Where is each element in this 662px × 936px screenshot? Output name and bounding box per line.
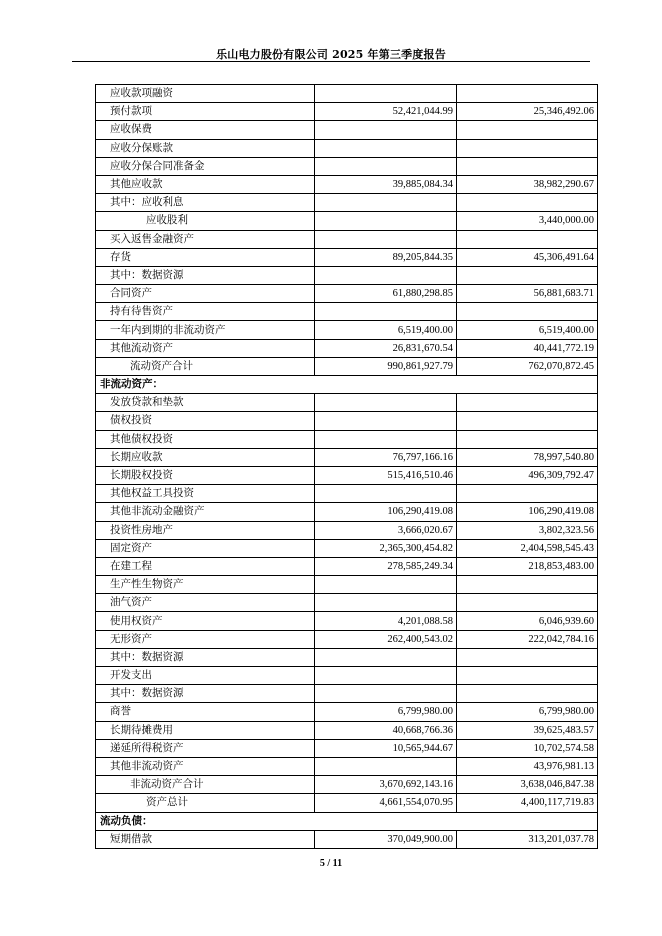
table-row [96,739,598,757]
period-end-value [315,157,457,175]
row-label: 其中：数据资源 [96,648,315,666]
period-end-value [315,85,457,103]
period-end-value [315,303,457,321]
prior-year-end-value [457,85,598,103]
prior-year-end-value: 6,519,400.00 [457,321,598,339]
row-label: 其他权益工具投资 [96,485,315,503]
prior-year-end-value [457,157,598,175]
period-end-value: 370,049,900.00 [315,830,457,848]
table-row [96,576,598,594]
prior-year-end-value: 3,638,046,847.38 [457,776,598,794]
period-end-value: 52,421,044.99 [315,103,457,121]
table-row [96,175,598,193]
table-row [96,521,598,539]
prior-year-end-value: 222,042,784.16 [457,630,598,648]
table-row [96,303,598,321]
prior-year-end-value: 106,290,419.08 [457,503,598,521]
row-label: 商誉 [96,703,315,721]
period-end-value [315,121,457,139]
row-label: 长期应收款 [96,448,315,466]
table-row [96,357,598,375]
table-row [96,121,598,139]
prior-year-end-value [457,412,598,430]
prior-year-end-value [457,266,598,284]
prior-year-end-value: 6,799,980.00 [457,703,598,721]
prior-year-end-value: 3,440,000.00 [457,212,598,230]
period-end-value: 61,880,298.85 [315,285,457,303]
period-end-value: 26,831,670.54 [315,339,457,357]
prior-year-end-value: 10,702,574.58 [457,739,598,757]
row-label: 开发支出 [96,667,315,685]
prior-year-end-value: 218,853,483.00 [457,557,598,575]
period-end-value [315,594,457,612]
row-label: 应收分保合同准备金 [96,157,315,175]
prior-year-end-value: 25,346,492.06 [457,103,598,121]
row-label: 其他流动资产 [96,339,315,357]
prior-year-end-value: 43,976,981.13 [457,757,598,775]
table-row [96,630,598,648]
row-label: 其中：应收利息 [96,194,315,212]
prior-year-end-value [457,139,598,157]
period-end-value [315,230,457,248]
row-label: 其他应收款 [96,175,315,193]
row-label: 合同资产 [96,285,315,303]
period-end-value: 39,885,084.34 [315,175,457,193]
period-end-value: 4,201,088.58 [315,612,457,630]
row-label: 非流动资产合计 [96,776,315,794]
period-end-value: 6,519,400.00 [315,321,457,339]
period-end-value [315,648,457,666]
row-label: 其他非流动资产 [96,757,315,775]
prior-year-end-value [457,303,598,321]
period-end-value: 3,666,020.67 [315,521,457,539]
table-row [96,466,598,484]
table-row [96,721,598,739]
table-row [96,85,598,103]
prior-year-end-value [457,576,598,594]
section-header-row [96,812,598,830]
table-row [96,103,598,121]
page-number: 5 / 11 [319,858,343,869]
row-label: 应收保费 [96,121,315,139]
row-label: 存货 [96,248,315,266]
period-end-value [315,685,457,703]
prior-year-end-value [457,685,598,703]
prior-year-end-value: 4,400,117,719.83 [457,794,598,812]
prior-year-end-value: 3,802,323.56 [457,521,598,539]
period-end-value: 262,400,543.02 [315,630,457,648]
row-label: 其中：数据资源 [96,685,315,703]
prior-year-end-value [457,230,598,248]
period-end-value [315,485,457,503]
row-label: 长期股权投资 [96,466,315,484]
prior-year-end-value: 56,881,683.71 [457,285,598,303]
prior-year-end-value: 496,309,792.47 [457,466,598,484]
table-row [96,703,598,721]
table-row [96,394,598,412]
prior-year-end-value [457,594,598,612]
section-label: 流动负债： [96,812,598,830]
balance-sheet-table [95,84,598,849]
period-end-value: 990,861,927.79 [315,357,457,375]
prior-year-end-value [457,648,598,666]
period-end-value: 40,668,766.36 [315,721,457,739]
row-label: 长期待摊费用 [96,721,315,739]
section-label: 非流动资产： [96,376,598,394]
period-end-value: 3,670,692,143.16 [315,776,457,794]
row-label: 债权投资 [96,412,315,430]
prior-year-end-value: 39,625,483.57 [457,721,598,739]
row-label: 生产性生物资产 [96,576,315,594]
prior-year-end-value: 78,997,540.80 [457,448,598,466]
table-row [96,612,598,630]
row-label: 无形资产 [96,630,315,648]
row-label: 其他债权投资 [96,430,315,448]
prior-year-end-value: 313,201,037.78 [457,830,598,848]
period-end-value: 10,565,944.67 [315,739,457,757]
balance-sheet-body [96,85,598,849]
table-row [96,539,598,557]
table-row [96,685,598,703]
prior-year-end-value: 40,441,772.19 [457,339,598,357]
row-label: 其他非流动金融资产 [96,503,315,521]
period-end-value: 278,585,249.34 [315,557,457,575]
row-label: 递延所得税资产 [96,739,315,757]
table-row [96,448,598,466]
prior-year-end-value [457,485,598,503]
table-row [96,194,598,212]
prior-year-end-value: 45,306,491.64 [457,248,598,266]
period-end-value [315,757,457,775]
table-row [96,830,598,848]
table-row [96,776,598,794]
period-end-value [315,194,457,212]
table-row [96,648,598,666]
prior-year-end-value: 2,404,598,545.43 [457,539,598,557]
header-divider [72,61,590,62]
prior-year-end-value [457,194,598,212]
period-end-value [315,212,457,230]
table-row [96,430,598,448]
period-end-value: 4,661,554,070.95 [315,794,457,812]
period-end-value [315,266,457,284]
table-row [96,667,598,685]
prior-year-end-value: 6,046,939.60 [457,612,598,630]
table-row [96,557,598,575]
row-label: 资产总计 [96,794,315,812]
period-end-value: 76,797,166.16 [315,448,457,466]
report-header-title: 乐山电力股份有限公司 2025 年第三季度报告 [216,48,446,61]
table-row [96,266,598,284]
period-end-value [315,576,457,594]
table-row [96,412,598,430]
row-label: 投资性房地产 [96,521,315,539]
table-row [96,794,598,812]
table-row [96,339,598,357]
period-end-value [315,412,457,430]
table-row [96,757,598,775]
table-row [96,285,598,303]
section-header-row [96,376,598,394]
table-row [96,503,598,521]
period-end-value: 89,205,844.35 [315,248,457,266]
row-label: 在建工程 [96,557,315,575]
prior-year-end-value: 38,982,290.67 [457,175,598,193]
row-label: 短期借款 [96,830,315,848]
period-end-value: 6,799,980.00 [315,703,457,721]
prior-year-end-value [457,667,598,685]
row-label: 应收分保账款 [96,139,315,157]
row-label: 流动资产合计 [96,357,315,375]
row-label: 发放贷款和垫款 [96,394,315,412]
row-label: 应收股利 [96,212,315,230]
prior-year-end-value [457,430,598,448]
row-label: 油气资产 [96,594,315,612]
prior-year-end-value: 762,070,872.45 [457,357,598,375]
row-label: 持有待售资产 [96,303,315,321]
period-end-value: 515,416,510.46 [315,466,457,484]
table-row [96,321,598,339]
table-row [96,157,598,175]
period-end-value [315,394,457,412]
row-label: 一年内到期的非流动资产 [96,321,315,339]
row-label: 应收款项融资 [96,85,315,103]
prior-year-end-value [457,394,598,412]
period-end-value [315,667,457,685]
period-end-value: 106,290,419.08 [315,503,457,521]
row-label: 其中：数据资源 [96,266,315,284]
row-label: 固定资产 [96,539,315,557]
period-end-value: 2,365,300,454.82 [315,539,457,557]
row-label: 预付款项 [96,103,315,121]
table-row [96,248,598,266]
prior-year-end-value [457,121,598,139]
period-end-value [315,430,457,448]
row-label: 买入返售金融资产 [96,230,315,248]
table-row [96,212,598,230]
table-row [96,139,598,157]
table-row [96,230,598,248]
period-end-value [315,139,457,157]
table-row [96,594,598,612]
row-label: 使用权资产 [96,612,315,630]
table-row [96,485,598,503]
